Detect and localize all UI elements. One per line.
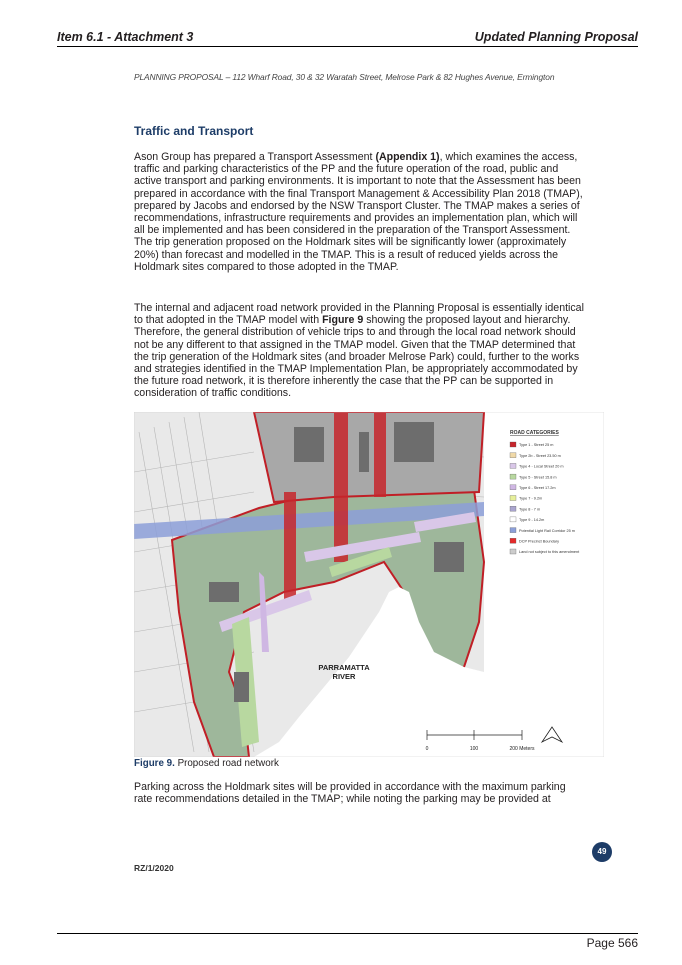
page-header xyxy=(57,30,638,47)
legend-swatch xyxy=(510,442,516,447)
paragraph-3: Parking across the Holdmark sites will be provided in accordance with the maximum parking rate recommendations detailed in the TMAP; while noting the parking may be provided at xyxy=(134,781,566,806)
legend-label: Type 5 - Street 15.8 m xyxy=(519,475,557,480)
legend-swatch xyxy=(510,517,516,522)
legend-label: Type 4 - Local Street 20 m xyxy=(519,464,564,469)
type1-street-b xyxy=(374,412,386,497)
legend-swatch xyxy=(510,506,516,511)
road-network-map xyxy=(134,412,604,757)
legend-swatch xyxy=(510,528,516,533)
header-attachment: Item 6.1 - Attachment 3 xyxy=(57,30,194,44)
footer-reference: RZ/1/2020 xyxy=(134,863,174,873)
p1-text-a: Ason Group has prepared a Transport Assessment xyxy=(134,151,376,163)
figure-caption xyxy=(134,758,279,769)
paragraph-2 xyxy=(134,302,586,400)
page-number: Page 566 xyxy=(586,936,638,950)
legend-swatch xyxy=(510,474,516,479)
legend-label: Type 6 - Street 17.2m xyxy=(519,486,556,490)
p1-text-c: The trip generation proposed on the Holdmark sites will be significantly lower (approximately 20%) than forecast and modelled in the TMAP. This is a result of reduced yields across the Holdmark sites compared to those adopted in the TMAP. xyxy=(134,236,567,273)
bottom-rule xyxy=(57,933,638,934)
legend-swatch xyxy=(510,496,516,501)
legend-label: Type 9 - 14.2m xyxy=(519,518,545,523)
caption-label: Figure 9. xyxy=(134,758,175,769)
legend-label: Type 1 - Street 25 m xyxy=(519,443,554,448)
p2-text-b: showing the proposed layout and hierarchy. Therefore, the general distribution of vehicle trips to and through the local road network should not be any different to that assigned in the TMAP model. Given that the TMAP determined that the trip generation of the Holdmark sites (and broader Melrose Park) could, further to the works and strategies identified in the TMAP Implementation Plan, be appropriately accommodated by the future road network, it is therefore inherently the case that the PP can be supported in consideration of traffic conditions. xyxy=(134,314,580,400)
legend-label: Type 8 - 7 m xyxy=(519,507,541,512)
legend-swatch xyxy=(510,538,516,543)
scale-zero: 0 xyxy=(425,746,429,752)
legend-label: Potential Light Rail Corridor 25 m xyxy=(519,528,575,533)
legend-title: ROAD CATEGORIES xyxy=(510,430,559,436)
legend-label: Type 2b - Street 23.50 m xyxy=(519,453,561,458)
paragraph-1 xyxy=(134,151,586,273)
header-title: Updated Planning Proposal xyxy=(474,30,638,44)
scale-mid: 100 xyxy=(469,746,479,752)
legend-swatch xyxy=(510,549,516,554)
river-label-1: PARRAMATTA xyxy=(318,663,370,672)
appendix-ref: (Appendix 1) xyxy=(375,151,440,163)
legend-swatch xyxy=(510,463,516,468)
running-title: PLANNING PROPOSAL – 112 Wharf Road, 30 & 32 Waratah Street, Melrose Park & 82 Hughes Avenue, Ermington xyxy=(134,72,555,82)
caption-text: Proposed road network xyxy=(174,758,279,769)
type1-street-c xyxy=(284,492,296,602)
section-title: Traffic and Transport xyxy=(134,124,254,138)
legend-label: Land not subject to this amendment xyxy=(519,550,580,555)
legend-label: Type 7 - 9.2m xyxy=(519,496,543,501)
river-label-2: RIVER xyxy=(332,672,356,681)
legend-label: DCP Precinct Boundary xyxy=(519,539,560,544)
page-badge: 49 xyxy=(592,842,612,862)
scale-end: 200 Meters xyxy=(509,746,535,752)
p1-text-b: , which examines the access, traffic and parking characteristics of the PP and the future operation of the road, public and active transport and parking environments. It is important to note that the Assessment has been prepared in accordance with the final Transport Management & Accessibility Plan 2018 (TMAP), prepared by Jacobs and endorsed by the NSW Transport Cluster. The TMAP makes a series of recommendations, infrastructure requirements and provides an implementation plan, which will all be implemented and has been considered in the preparation of the Transport Assessment. xyxy=(134,151,583,237)
figure-ref: Figure 9 xyxy=(322,314,364,327)
legend-swatch xyxy=(510,453,516,458)
legend-swatch xyxy=(510,485,516,490)
type1-street-a xyxy=(334,412,348,562)
p2-text-a: The internal and adjacent road network provided in the Planning Proposal is essentially identical to that adopted in the TMAP model with xyxy=(134,302,584,327)
